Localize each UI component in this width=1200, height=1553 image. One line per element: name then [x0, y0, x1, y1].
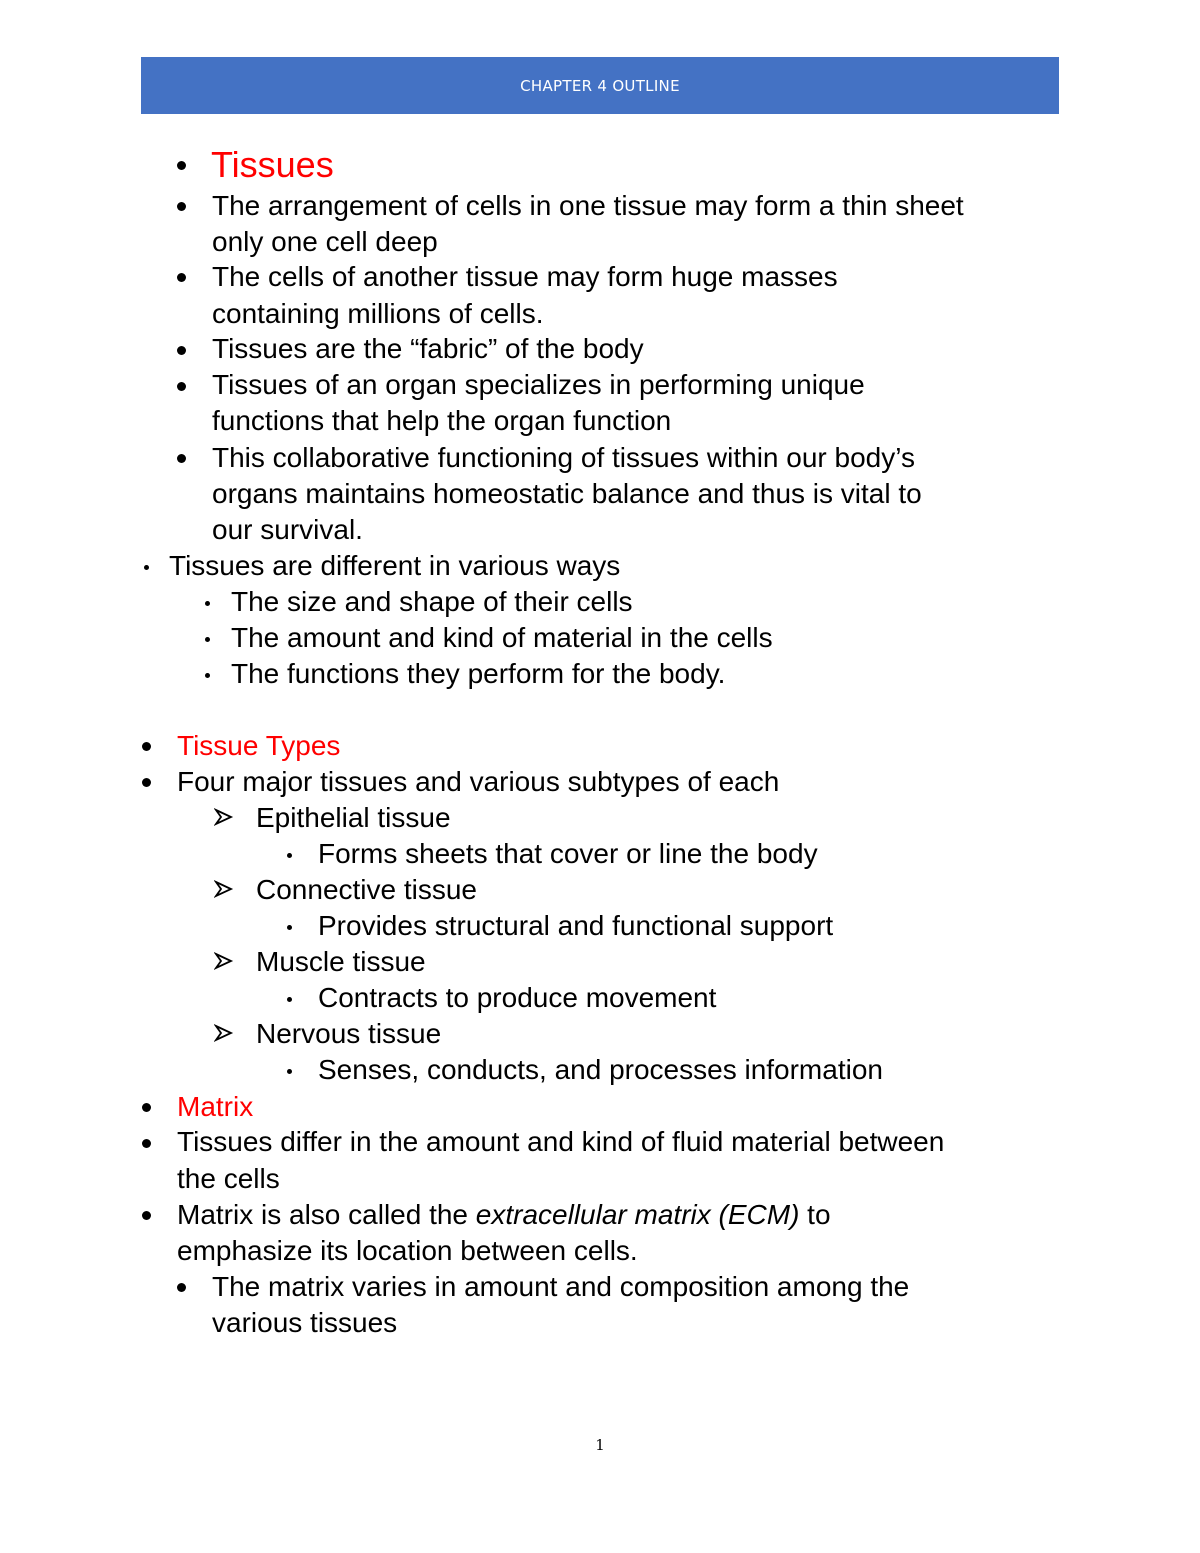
bullet-dot: [177, 202, 186, 211]
list-item-line: The cells of another tissue may form huge masses: [212, 261, 838, 292]
tissue-type-name: Epithelial tissue: [256, 802, 451, 833]
list-item-line: various tissues: [212, 1307, 398, 1338]
header-bar: [141, 57, 1059, 114]
bullet-dot-small: [205, 601, 210, 606]
arrow-bullet-icon: [214, 879, 234, 899]
list-item-line: containing millions of cells.: [212, 298, 544, 329]
list-item-line: Tissues are the “fabric” of the body: [212, 333, 644, 364]
list-item-line: emphasize its location between cells.: [177, 1235, 638, 1266]
bullet-dot: [177, 273, 186, 282]
list-item-line: the cells: [177, 1163, 280, 1194]
list-item-line: functions that help the organ function: [212, 405, 672, 436]
bullet-dot-small: [287, 1069, 292, 1074]
bullet-dot: [177, 382, 186, 391]
page-number: 1: [595, 1436, 605, 1454]
list-item-line: This collaborative functioning of tissues within our body’s: [212, 442, 915, 473]
list-item-line: Tissues are different in various ways: [169, 550, 621, 581]
bullet-dot-small: [205, 673, 210, 678]
list-item-line: only one cell deep: [212, 226, 438, 257]
bullet-dot: [142, 742, 151, 751]
tissue-type-desc: Senses, conducts, and processes information: [318, 1054, 883, 1085]
list-item-line: The functions they perform for the body.: [231, 658, 726, 689]
bullet-dot: [142, 1103, 151, 1112]
bullet-dot: [177, 161, 186, 170]
list-item-line: The amount and kind of material in the cells: [231, 622, 773, 653]
section-heading-tissues: Tissues: [211, 144, 334, 185]
list-item-line: The size and shape of their cells: [231, 586, 633, 617]
section-heading-matrix: Matrix: [177, 1091, 254, 1122]
list-item-line: our survival.: [212, 514, 363, 545]
tissue-type-name: Connective tissue: [256, 874, 478, 905]
bullet-dot-small: [287, 925, 292, 930]
tissue-type-name: Muscle tissue: [256, 946, 426, 977]
bullet-dot-small: [287, 997, 292, 1002]
matrix-ecm-text-pre: Matrix is also called the: [177, 1199, 476, 1230]
header-title: CHAPTER 4 OUTLINE: [520, 76, 680, 95]
list-item-line: Tissues differ in the amount and kind of fluid material between: [177, 1126, 945, 1157]
arrow-bullet-icon: [214, 1023, 234, 1043]
list-item-line: The arrangement of cells in one tissue may form a thin sheet: [212, 190, 964, 221]
list-item-line: organs maintains homeostatic balance and thus is vital to: [212, 478, 922, 509]
tissue-type-desc: Forms sheets that cover or line the body: [318, 838, 818, 869]
bullet-dot-small: [287, 853, 292, 858]
bullet-dot: [177, 454, 186, 463]
bullet-dot-small: [205, 637, 210, 642]
matrix-ecm-term: extracellular matrix (ECM): [475, 1199, 800, 1230]
arrow-bullet-icon: [214, 807, 234, 827]
list-item-line: Four major tissues and various subtypes of each: [177, 766, 780, 797]
section-heading-tissue-types: Tissue Types: [177, 730, 341, 761]
matrix-ecm-text-post: to: [799, 1199, 831, 1230]
list-item-line: The matrix varies in amount and composition among the: [212, 1271, 910, 1302]
bullet-dot-small: [144, 565, 149, 570]
matrix-ecm-line: [177, 1197, 831, 1233]
tissue-type-name: Nervous tissue: [256, 1018, 442, 1049]
arrow-bullet-icon: [214, 951, 234, 971]
bullet-dot: [177, 346, 186, 355]
tissue-type-desc: Contracts to produce movement: [318, 982, 717, 1013]
bullet-dot: [142, 1139, 151, 1148]
list-item-line: Tissues of an organ specializes in performing unique: [212, 369, 865, 400]
bullet-dot: [142, 778, 151, 787]
bullet-dot: [142, 1211, 151, 1220]
tissue-type-desc: Provides structural and functional support: [318, 910, 834, 941]
bullet-dot: [177, 1283, 186, 1292]
